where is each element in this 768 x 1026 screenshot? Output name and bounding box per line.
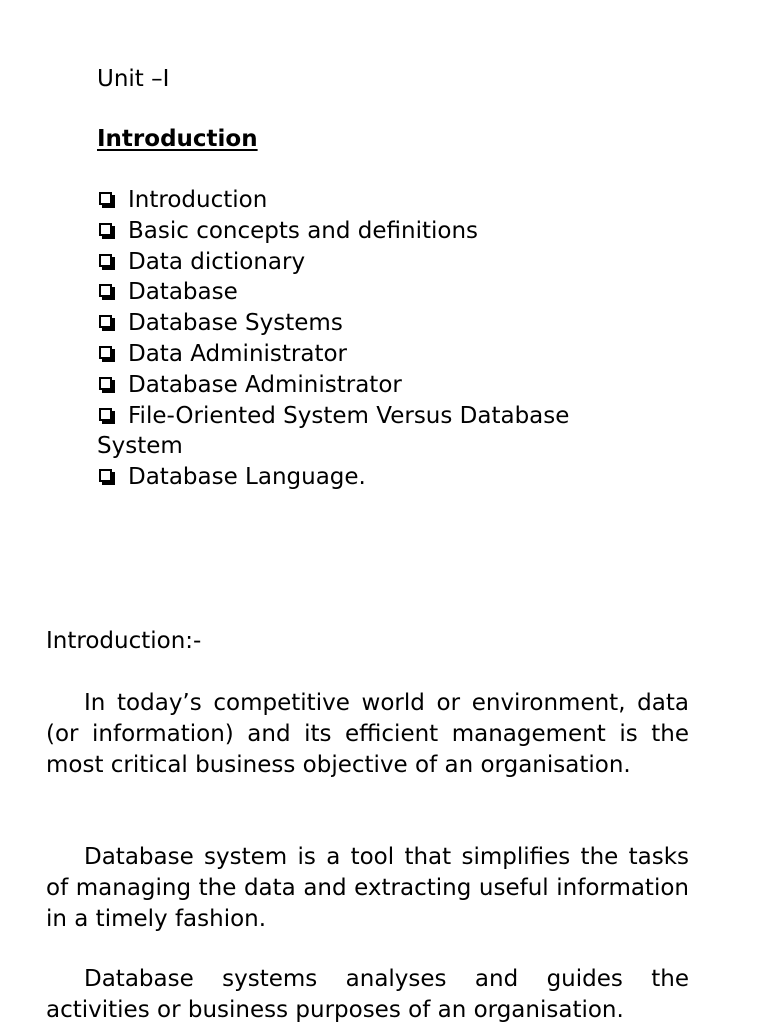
list-item-label: Database [128,279,238,306]
topic-list [97,185,657,493]
list-item [97,308,657,339]
paragraph: Database system is a tool that simplifies the tasks of managing the data and extracting useful information in a timely fashion. [46,844,689,932]
checkbox-icon [99,346,112,359]
list-item [97,370,657,401]
list-item [97,339,657,370]
list-item-label: Database Language. [128,464,366,491]
checkbox-icon [99,408,112,421]
checkbox-icon [99,469,112,482]
list-item [97,247,657,278]
list-item [97,277,657,308]
checkbox-icon [99,377,112,390]
paragraph: In today’s competitive world or environment, data (or information) and its efficient management is the most critical business objective of an organisation. [46,690,689,778]
list-item [97,462,657,493]
list-item-label: Database Administrator [128,371,402,398]
paragraph: Database systems analyses and guides the activities or business purposes of an organisation. [46,966,689,1023]
checkbox-icon [99,192,112,205]
checkbox-icon [99,223,112,236]
checkbox-icon [99,315,112,328]
list-item-label: Data Administrator [128,340,348,367]
intro-heading: Introduction:- [46,628,202,654]
list-item [97,216,657,247]
list-item-label: Basic concepts and definitions [128,217,479,244]
list-item [97,401,657,463]
checkbox-icon [99,284,112,297]
checkbox-icon [99,254,112,267]
list-item-label: Introduction [128,187,268,213]
list-item [97,185,657,216]
section-heading: Introduction [97,126,258,152]
unit-label: Unit –I [97,66,170,92]
list-item-label: Data dictionary [128,248,306,275]
list-item-label: File-Oriented System Versus Database System [97,402,570,460]
list-item-label: Database Systems [128,310,343,337]
